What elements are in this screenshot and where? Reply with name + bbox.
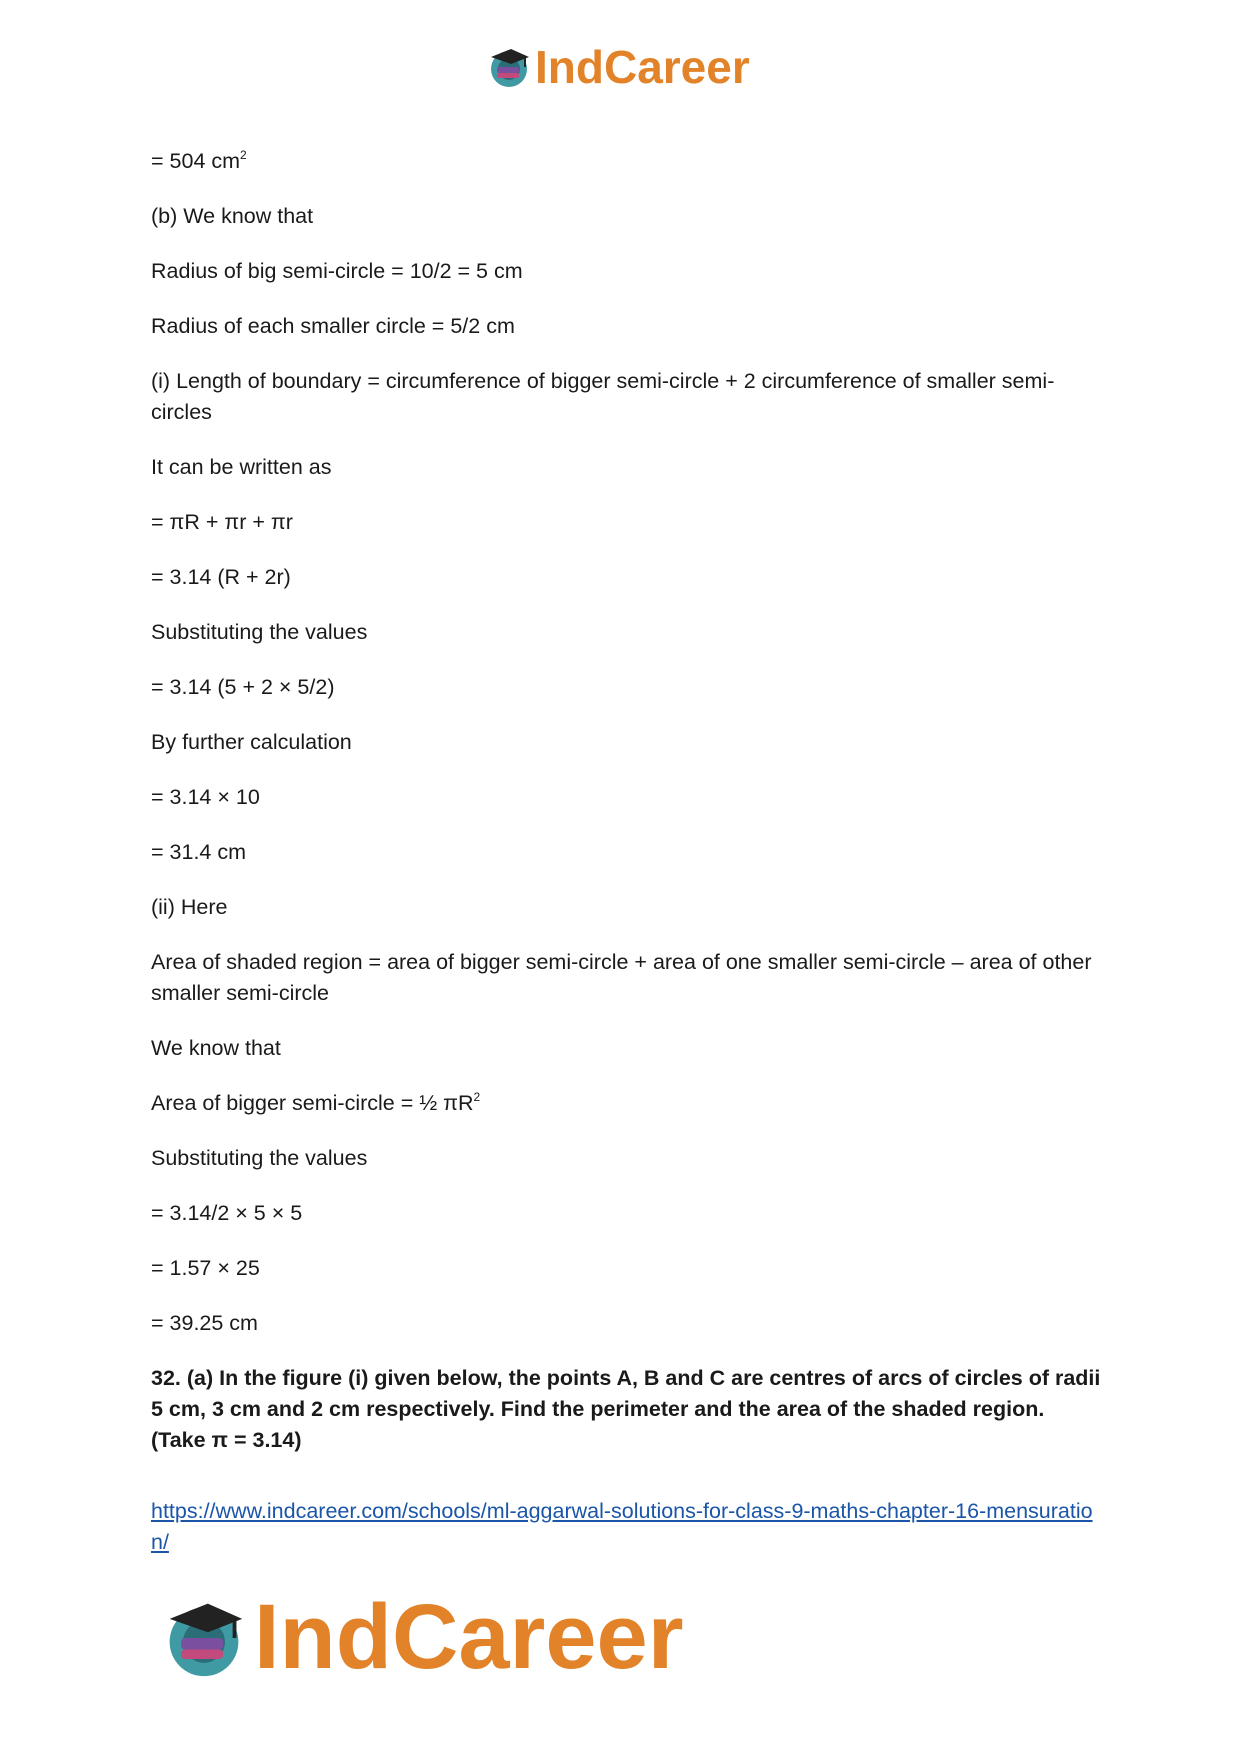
document-body <box>151 146 1101 1558</box>
question-text: 32. (a) In the figure (i) given below, the points A, B and C are centres of arcs of circles of radii 5 cm, 3 cm and 2 cm respectively. Find the perimeter and the area of the shaded region. (Take π = 3.14) <box>151 1366 1101 1452</box>
text-line: (b) We know that <box>151 204 314 228</box>
text-line: = 1.57 × 25 <box>151 1256 260 1280</box>
text-line: Area of shaded region = area of bigger semi-circle + area of one smaller semi-circle – area of other smaller semi-circle <box>151 950 1092 1005</box>
text-line: = 3.14/2 × 5 × 5 <box>151 1201 303 1225</box>
text-line: (ii) Here <box>151 895 228 919</box>
text-line: We know that <box>151 1036 281 1060</box>
text-line: = 39.25 cm <box>151 1311 258 1335</box>
text-line: = 3.14 (5 + 2 × 5/2) <box>151 675 335 699</box>
text-line: It can be written as <box>151 455 332 479</box>
text-line: Substituting the values <box>151 620 368 644</box>
text-line: Radius of big semi-circle = 10/2 = 5 cm <box>151 259 523 283</box>
text-line: (i) Length of boundary = circumference of bigger semi-circle + 2 circumference of smaller semi-circles <box>151 369 1055 424</box>
text-line: Substituting the values <box>151 1146 368 1170</box>
header-logo <box>487 40 750 94</box>
text-line: = πR + πr + πr <box>151 510 293 534</box>
footer-logo <box>162 1585 684 1690</box>
text-line: Radius of each smaller circle = 5/2 cm <box>151 314 515 338</box>
source-link[interactable]: https://www.indcareer.com/schools/ml-aggarwal-solutions-for-class-9-maths-chapter-16-mensuration/ <box>151 1499 1093 1554</box>
graduation-cap-globe-icon <box>487 45 531 89</box>
text-line: By further calculation <box>151 730 352 754</box>
text-line: = 3.14 (R + 2r) <box>151 565 291 589</box>
text-line: Area of bigger semi-circle = ½ $\pi R^2$ <box>151 1090 481 1115</box>
text-line: = 31.4 cm <box>151 840 247 864</box>
text-line: = 504 $cm^2$ <box>151 148 247 173</box>
text-line: = 3.14 × 10 <box>151 785 260 809</box>
graduation-cap-globe-icon <box>162 1596 246 1680</box>
footer-logo-text: IndCareer <box>254 1586 684 1688</box>
header-logo-text: IndCareer <box>535 41 750 93</box>
